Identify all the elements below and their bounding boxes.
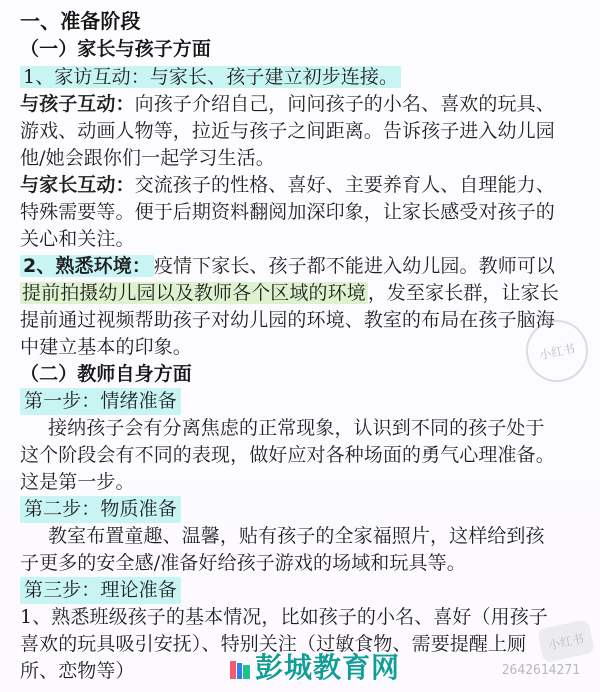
step2-label-line (20, 496, 585, 523)
environment-line-2 (20, 280, 585, 307)
subsection-title-teacher: （二）教师自身方面 (20, 363, 192, 385)
parent-interaction-text-1: 交流孩子的性格、喜好、主要养育人、自理能力、 (134, 174, 555, 196)
section-title: 一、准备阶段 (20, 9, 141, 33)
parent-interaction-line-2: 特殊需要等。便于后期资料翻阅加深印象，让家长感受对孩子的 (20, 201, 555, 223)
environment-line-3: 提前通过视频帮助孩子对幼儿园的环境、教室的布局在孩子脑海 (20, 309, 555, 331)
child-interaction-line-1 (20, 91, 585, 118)
child-interaction-line-2: 游戏、动画人物等，拉近与孩子之间距离。告诉孩子进入幼儿园 (20, 120, 555, 142)
home-visit-line (20, 64, 585, 91)
step1-line-2: 这个阶段会有不同的表现，做好应对各种场面的勇气心理准备。 (20, 444, 555, 466)
step2-line-1: 教室布置童趣、温馨，贴有孩子的全家福照片，这样给到孩 (48, 525, 545, 547)
parent-interaction-label: 与家长互动： (20, 174, 135, 196)
step3-line-3: 所、恋物等） (20, 660, 135, 682)
parent-interaction-line-3: 关心和关注。 (20, 228, 135, 250)
step3-line-2: 喜欢的玩具吸引安抚）、特别关注（过敏食物、需要提醒上厕 (20, 633, 527, 655)
corner-badge-watermark: 小红书 (537, 619, 595, 663)
child-interaction-line-3: 他/她会跟你们一起学习生活。 (20, 147, 275, 169)
environment-label: 2、熟悉环境： (20, 255, 154, 277)
environment-line-1 (20, 253, 585, 280)
home-visit-highlight: 1、家访互动：与家长、孩子建立初步连接。 (20, 66, 401, 88)
child-interaction-label: 与孩子互动： (20, 93, 135, 115)
environment-highlight: 提前拍摄幼儿园以及教师各个区域的环境 (22, 282, 366, 304)
parent-interaction-line-1 (20, 172, 585, 199)
step3-line-1: 1、熟悉班级孩子的基本情况，比如孩子的小名、喜好（用孩子 (20, 606, 548, 628)
step2-line-2: 子更多的安全感/准备好给孩子游戏的场域和玩具等。 (20, 552, 466, 574)
environment-line-4: 中建立基本的印象。 (20, 336, 192, 358)
step3-label: 第三步：理论准备 (20, 577, 181, 604)
environment-text-2: ，发至家长群，让家长 (367, 282, 559, 304)
step1-line-1: 接纳孩子会有分离焦虑的正常现象，认识到不同的孩子处于 (48, 417, 545, 439)
id-watermark-text: 2642614271 (501, 663, 580, 678)
subsection-title-parents-children: （一）家长与孩子方面 (20, 38, 212, 60)
brand-watermark-text: 彭城教育网 (255, 651, 401, 684)
step1-line-3: 这是第一步。 (20, 471, 135, 493)
step3-label-line (20, 577, 585, 604)
right-badge-watermark: 小红书 (520, 314, 594, 388)
step1-label: 第一步：情绪准备 (20, 388, 181, 415)
child-interaction-text-1: 向孩子介绍自己，问问孩子的小名、喜欢的玩具、 (134, 93, 555, 115)
environment-text-1: 疫情下家长、孩子都不能进入幼儿园。教师可以 (153, 255, 556, 277)
step1-label-line (20, 388, 585, 415)
step2-label: 第二步：物质准备 (20, 496, 181, 523)
